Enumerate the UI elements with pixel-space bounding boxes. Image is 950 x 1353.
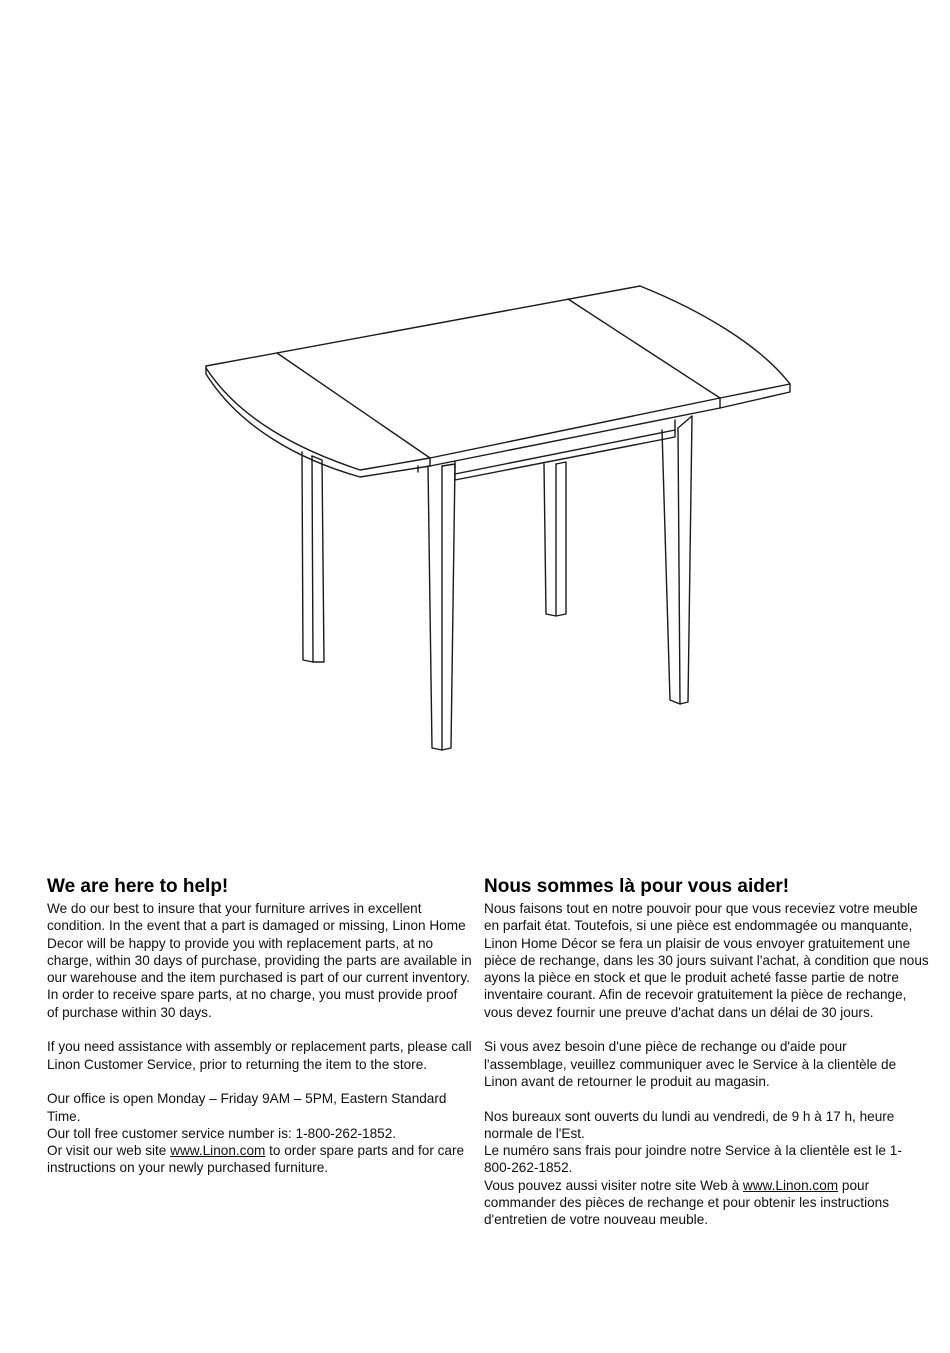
french-warranty-paragraph: Nous faisons tout en notre pouvoir pour que vous receviez votre meuble en parfait état. Toutefois, si une pièce est endommagée ou manquante, Linon Home Décor se fera un plaisir de vous envoyer gratuitement une pièce de rechange, dans les 30 jours suivant l'achat, à condition que nous ayons la pièce en stock et que le produit acheté fasse partie de notre inventaire courant. Afin de recevoir gratuitement la pièce de rechange, vous devez fournir une preuve d'achat dans un délai de 30 jours. [484, 901, 929, 1020]
french-website-link[interactable]: www.Linon.com [742, 1177, 839, 1193]
english-warranty-paragraph: We do our best to insure that your furniture arrives in excellent condition. In the event that a part is damaged or missing, Linon Home Decor will be happy to provide you with replacement parts, at no charge, within 30 days of purchase, providing the parts are available in our warehouse and the item purchased is part of our current inventory. In order to receive spare parts, at no charge, you must provide proof of purchase within 30 days. [47, 901, 472, 1020]
french-website-line: Vous pouvez aussi visiter notre site Web à www.Linon.com pour commander des pièces de rechange et pour obtenir les instructions d'entretien de votre nouveau meuble. [484, 1177, 890, 1228]
english-heading: We are here to help! [47, 876, 229, 897]
french-office-hours: Nos bureaux sont ouverts du lundi au vendredi, de 9 h à 17 h, heure normale de l'Est. [484, 1108, 895, 1141]
english-office-hours: Our office is open Monday – Friday 9AM – 5PM, Eastern Standard Time. [47, 1091, 447, 1124]
french-phone-number: Le numéro sans frais pour joindre notre Service à la clientèle est le 1-800-262-1852. [484, 1143, 902, 1176]
english-phone-number: Our toll free customer service number is: 1-800-262-1852. [47, 1125, 397, 1141]
french-heading: Nous sommes là pour vous aider! [484, 876, 790, 897]
english-assistance-paragraph: If you need assistance with assembly or replacement parts, please call Linon Customer Service, prior to returning the item to the store. [47, 1039, 472, 1072]
french-assistance-paragraph: Si vous avez besoin d'une pièce de rechange ou d'aide pour l'assemblage, veuillez communiquer avec le Service à la clientèle de Linon avant de retourner le produit au magasin. [484, 1039, 897, 1089]
english-website-line: Or visit our web site www.Linon.com to order spare parts and for care instructions on your newly purchased furniture. [47, 1143, 465, 1176]
english-help-section [47, 876, 472, 1177]
english-website-link[interactable]: www.Linon.com [170, 1143, 266, 1159]
french-help-section [484, 876, 929, 1229]
